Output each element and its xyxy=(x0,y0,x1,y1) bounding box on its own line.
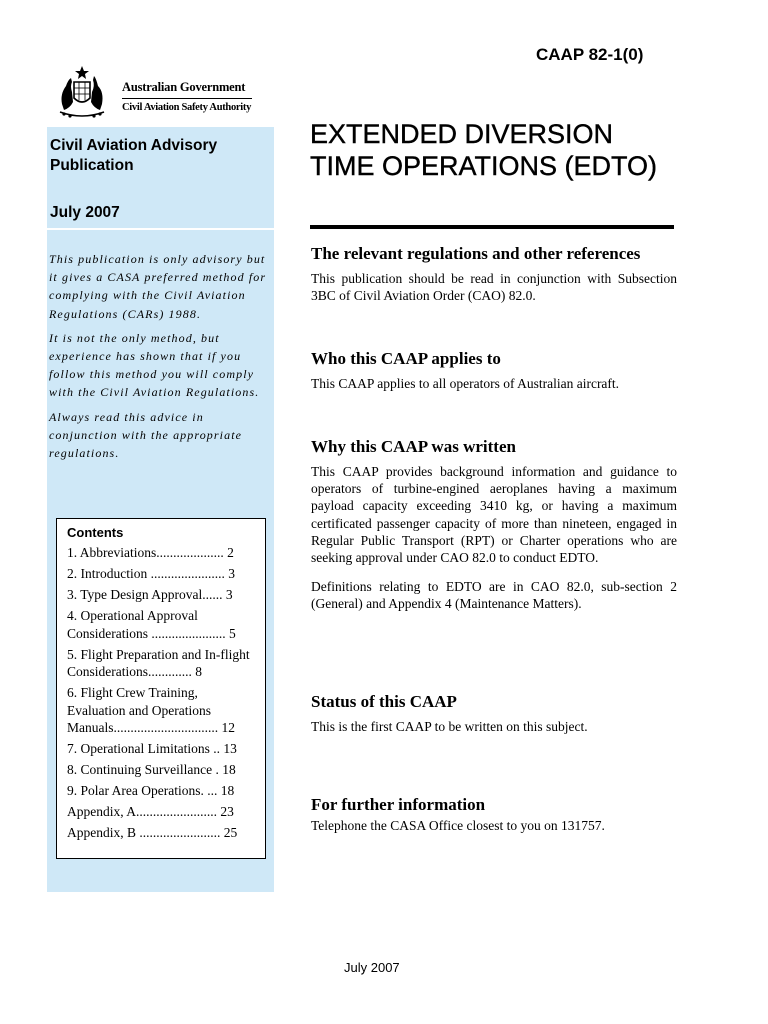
section-body: Definitions relating to EDTO are in CAO 82.0, sub-section 2 (General) and Appendix 4 (Maintenance Matters). xyxy=(311,579,677,612)
section-heading: Who this CAAP applies to xyxy=(311,349,501,368)
section-applies-to xyxy=(311,349,677,392)
toc-item[interactable]: Appendix, A........................ 23 xyxy=(67,804,234,819)
toc-item[interactable]: 7. Operational Limitations .. 13 xyxy=(67,741,237,756)
toc-item[interactable]: 9. Polar Area Operations. ... 18 xyxy=(67,783,235,798)
section-heading: The relevant regulations and other references xyxy=(311,244,641,263)
section-body: This is the first CAAP to be written on this subject. xyxy=(311,719,588,734)
contents-title: Contents xyxy=(67,525,124,540)
section-references xyxy=(311,244,677,304)
coat-of-arms-icon xyxy=(58,64,118,122)
toc-item[interactable]: 8. Continuing Surveillance . 18 xyxy=(67,762,236,777)
section-body: This publication should be read in conjunction with Subsection 3BC of Civil Aviation Order (CAO) 82.0. xyxy=(311,271,677,304)
toc-item[interactable]: 1. Abbreviations.................... 2 xyxy=(67,545,234,560)
section-body: This CAAP provides background information and guidance to operators of turbine-engined aeroplanes having a maximum payload capacity exceeding 3410 kg, or having a maximum certificated passenger capacity of more than nineteen, engaged in Regular Public Transport (RPT) or Charter operations who are seeking approval under CAO 82.0 to conduct EDTO. xyxy=(311,464,677,566)
section-heading: Why this CAAP was written xyxy=(311,437,516,456)
publication-date: July 2007 xyxy=(50,204,120,221)
footer-date: July 2007 xyxy=(344,960,400,975)
government-logo xyxy=(58,64,258,122)
toc-item[interactable]: 3. Type Design Approval...... 3 xyxy=(67,587,233,602)
toc-item[interactable]: 6. Flight Crew Training, Evaluation and Operations Manuals............................... 12 xyxy=(67,685,235,735)
table-of-contents xyxy=(56,518,266,859)
toc-item[interactable]: Appendix, B ........................ 25 xyxy=(67,825,238,840)
title-divider xyxy=(310,225,674,229)
toc-item[interactable]: 2. Introduction ...................... 3 xyxy=(67,566,235,581)
section-why-written xyxy=(311,437,677,613)
logo-government-text: Australian Government xyxy=(122,80,246,94)
section-heading: For further information xyxy=(311,795,486,814)
section-further-info xyxy=(311,795,677,834)
logo-divider xyxy=(122,98,252,99)
document-id: CAAP 82-1(0) xyxy=(536,45,644,64)
section-body: Telephone the CASA Office closest to you on 131757. xyxy=(311,818,605,833)
advisory-notice xyxy=(49,250,271,468)
section-body: This CAAP applies to all operators of Australian aircraft. xyxy=(311,376,620,391)
section-status xyxy=(311,692,677,735)
advisory-paragraph: This publication is only advisory but it gives a CASA preferred method for complying with the Civil Aviation Regulations (CARs) 1988. xyxy=(49,252,267,321)
document-title: EXTENDED DIVERSION TIME OPERATIONS (EDTO) xyxy=(310,119,658,181)
logo-authority-text: Civil Aviation Safety Authority xyxy=(122,102,252,113)
sidebar-divider xyxy=(47,228,274,230)
toc-item[interactable]: 4. Operational Approval Considerations ...................... 5 xyxy=(67,608,236,641)
section-heading: Status of this CAAP xyxy=(311,692,457,711)
toc-item[interactable]: 5. Flight Preparation and In-flight Considerations............. 8 xyxy=(67,646,250,679)
advisory-paragraph: It is not the only method, but experience has shown that if you follow this method you will comply with the Civil Aviation Regulations. xyxy=(49,330,260,400)
publication-type: Civil Aviation Advisory Publication xyxy=(50,137,218,174)
advisory-paragraph: Always read this advice in conjunction with the appropriate regulations. xyxy=(49,409,243,461)
